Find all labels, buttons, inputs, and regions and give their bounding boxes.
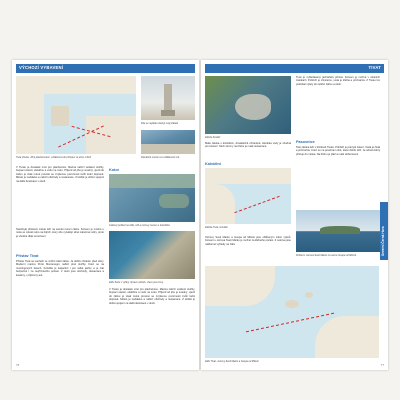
photo-satellite (109, 231, 195, 279)
left-page (12, 60, 199, 370)
map-kalvidini (205, 168, 291, 224)
map-tivat (16, 76, 136, 154)
caption-photo-small: Památník Lovćen ve vzdálenosti mil. (141, 156, 180, 159)
body-top-right: Tivat je vyhledávaný jachtařský přístav. Kotvení je možné v okolních zátokách. Pobřeží je chráněno, voda je klidná a průzračná. Z Tivatu lze podnikat výlety do celého zálivu a okolí. (296, 76, 380, 86)
heading-pasovnice: Pasovnice (296, 140, 315, 144)
caption-aerial: Celkový pohled na záliv, věž a ostrovy na tam s kotvištěm (109, 224, 170, 227)
body-b: Tato zátoka leží v blízkosti Tivatu. Pobřeží je pokryté zelení. Voda je čistá a průzračná. Kotví se na písečném dně, které dobře drží. Je odtud dobrý přístup do města. Na břehu je pláž a malé občerstvení. (296, 146, 380, 156)
map-bottom (205, 266, 379, 358)
photo-aerial-cove (205, 76, 291, 134)
photo-monument (141, 76, 195, 120)
caption-monument: Kde se nejdéle ukazují moji přátelé (141, 122, 179, 125)
photo-port (141, 130, 195, 154)
heading-pristav-tivat: Přístav Tivat (16, 254, 39, 258)
photo-island (296, 210, 380, 252)
caption-photo-island: Pohled z ostrova Sveti Marko na ostrov Gospa od Milosti. (296, 254, 357, 257)
heading-kotor: Kotor (109, 168, 120, 172)
photo-aerial-bay (109, 174, 195, 222)
body-bottom: Přístav Tivat se nachází ve vnitřní části zálivu. Je dobře chráněn před větry. Moderní marina Porto Montenegro nabízí plné služby. Kotví se na mooringových lanech. Kotviště je kapacitní i pro velké jachty a je zde bezpečné i za nepříznivého počasí. V okolí jsou obchody, restaurace a kavárny, i půjčovny aut. (16, 260, 104, 277)
caption-map-kalvidini: Zátoka Tivat, kotviště (205, 226, 228, 229)
body-mid: Starobylé přístavní město leží na samém konci zálivu. Kotvení je možné u mola ve městě nebo na bójích. Hory zde vytvářejí silné nárazové větry, proto je vhodné dbát na kotvení. (16, 228, 104, 238)
caption-map-tivat: Tivat přístav. Jižní plavba kolem, vzdálenost do přístavu ve dvou mílích. (16, 156, 92, 159)
caption-map-bottom: Záliv Tivat, ostrovy Sveti Marko a Gospa od Milosti (205, 360, 259, 363)
left-header-text: VÝCHOZÍ VYBAVENÍ (19, 65, 64, 70)
side-tab (380, 202, 388, 260)
body-c: Ostrovy Sveti Marko a Gospa od Milosti jsou oblíbeným cílem výletů. Kotvení u ostrova Sveti Marko je možné za klidného počasí. Z ostrova jsou nádherné výhledy na záliv. (205, 236, 291, 246)
caption-aerial-cove: Zátoka Krašići (205, 136, 221, 139)
right-page-header (205, 64, 384, 73)
page-number-left: 76 (16, 363, 20, 367)
left-page-header (16, 64, 195, 73)
body-intro: V Tivatu je dostatek míst pro plachetnice. Marina nabízí veškeré služby, čerpací stanici, elektřinu a vodu na molu. Příjezd od jihu je snadný, vjezd do zálivu je však nutné provést se zvýšenou pozorností kvůli lodní dopravě. Město je nedaleko a nabízí obchody a restaurace. Z letiště je dobré spojení na další destinace v okolí. (16, 166, 104, 183)
right-page (201, 60, 388, 370)
right-header-text: TIVAT (368, 65, 381, 70)
body-a: Malá zátoka s kotvištěm, dostatečně chráněná. Hloubka vody je vhodná pro kotvení. Mezi stromy na břehu je malá restaurace. (205, 142, 291, 149)
side-tab-text: Severní Černá Hora (381, 226, 385, 256)
heading-kalvidini: Kalvidini (205, 162, 221, 166)
caption-satellite: Záliv Kotor z výšky. Vpravo nahoře, vlevo jsou hory. (109, 281, 164, 284)
page-number-right: 77 (380, 363, 384, 367)
body-bottom-right: V Tivatu je dostatek míst pro plachetnice. Marina nabízí veškeré služby, čerpací stanici, elektřinu a vodu na molu. Příjezd od jihu je snadný, vjezd do zálivu je však nutné provést se zvýšenou pozorností kvůli lodní dopravě. Město je nedaleko a nabízí obchody a restaurace. Z letiště je dobré spojení na další destinace v okolí. (109, 288, 195, 305)
